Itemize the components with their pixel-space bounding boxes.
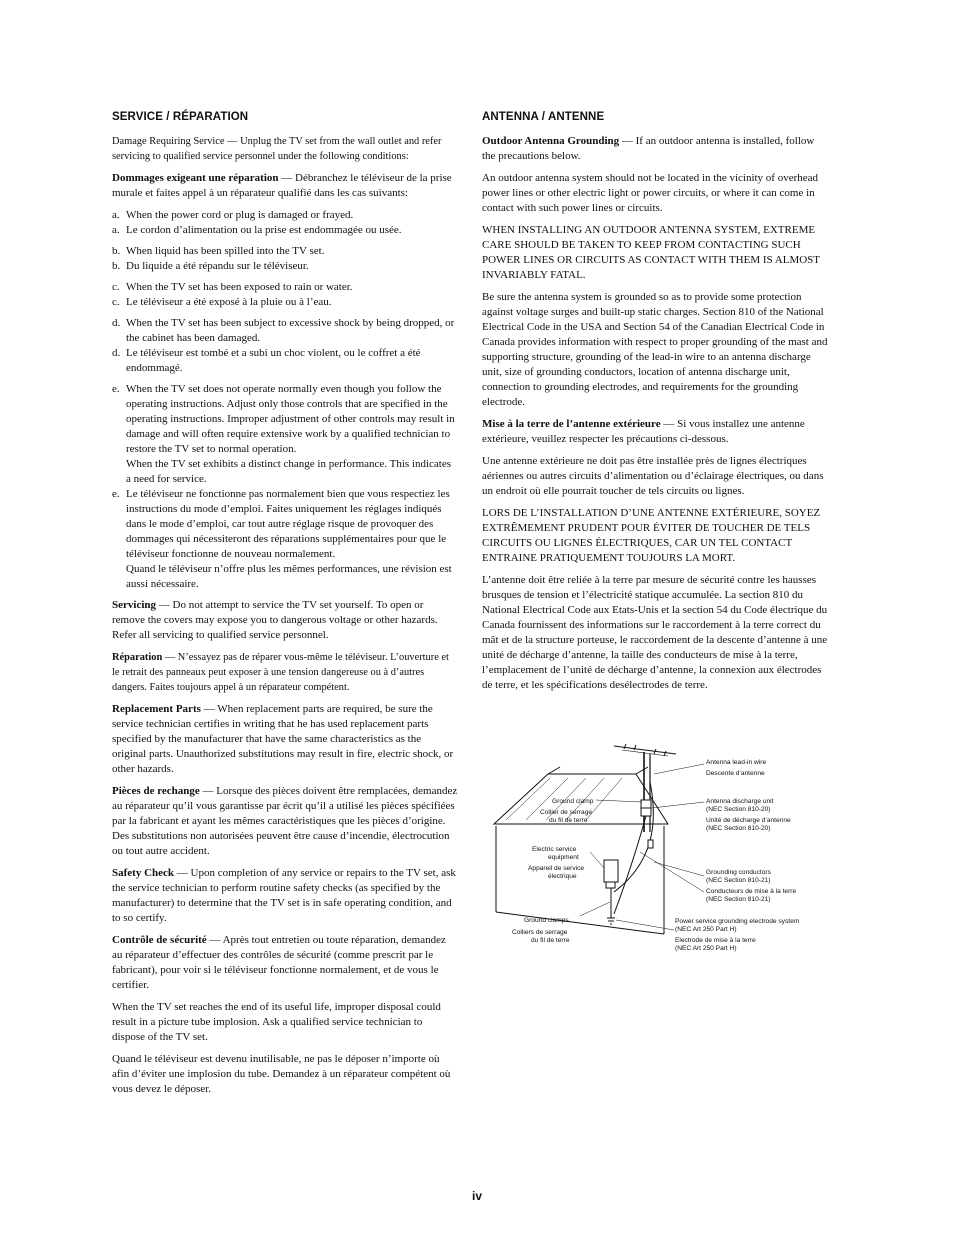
list-item-text: When liquid has been spilled into the TV set.	[126, 245, 325, 257]
label-colliers-2: du fil de terre	[531, 937, 570, 944]
label-discharge-en: Antenna discharge unit	[706, 798, 774, 805]
list-marker: d.	[112, 347, 121, 359]
parts-fr-paragraph	[112, 784, 458, 859]
safety-en-label: Safety Check	[112, 867, 175, 879]
grounding-fr-paragraph: L’antenne doit être reliée à la terre par mesure de sécurité contre les hausses brusques de tension et l’électricité statique accumulée. La section 810 du National Electrical Code aux Etats-Unis et la section 54 du Code électrique du Canada fournissent des informations sur le raccordement à la terre correct du mât et de la structure porteuse, le raccordement de la descente d’antenne à une unité de décharge d’antenne, la taille des conducteurs de mise à la terre, l’emplacement de l’unité de décharge d’antenne, la connexion aux électrodes de terre, et les spécifications desélectrodes de terre.	[482, 574, 828, 691]
outdoor-en-text: — If an outdoor antenna is installed, follow the precautions below.	[482, 135, 815, 162]
damage-fr-label: Dommages exigeant une réparation	[112, 172, 279, 184]
list-marker: d.	[112, 317, 121, 329]
list-item-text: Le téléviseur a été exposé à la pluie ou à l’eau.	[126, 296, 332, 308]
label-ground-clamp: Ground clamp	[552, 798, 594, 805]
label-power-sys-en: Power service grounding electrode system	[675, 918, 800, 925]
condition-e	[112, 382, 458, 592]
list-item	[112, 487, 458, 592]
label-elec-equip-2: equipment	[548, 854, 579, 861]
condition-c	[112, 280, 458, 310]
disposal-en-paragraph: When the TV set reaches the end of its useful life, improper disposal could result in a picture tube implosion. Ask a qualified service technician to dispose of the TV set.	[112, 1001, 441, 1043]
safety-en-paragraph	[112, 866, 458, 926]
safety-fr-label: Contrôle de sécurité	[112, 934, 207, 946]
parts-en-paragraph	[112, 702, 458, 777]
list-item-text: Du liquide a été répandu sur le téléviseur.	[126, 260, 309, 272]
list-item-text: When the TV set has been subject to excessive shock by being dropped, or the cabinet has been damaged.	[126, 317, 455, 344]
parts-fr-label: Pièces de rechange	[112, 785, 200, 797]
service-heading: SERVICE / RÉPARATION	[112, 111, 249, 123]
list-marker: a.	[112, 209, 120, 221]
label-grounding-cond-fr-code: (NEC Section 810-21)	[706, 896, 771, 903]
list-marker: a.	[112, 224, 120, 236]
label-lead-in-en: Antenna lead-in wire	[706, 759, 767, 766]
list-item-text: When the TV set does not operate normally even though you follow the operating instructions. Adjust only those controls that are specified in the operating instructions. Improper adjustment of other controls may result in damage and will often require extensive work by a qualified technician to restore the TV set to normal operation.	[126, 383, 455, 455]
antenna-location-fr-paragraph: Une antenne extérieure ne doit pas être installée près de lignes électriques aériennes ou autres circuits d’alimentation ou d’éclairage électriques, ou dans un endroit où elle pourrait toucher de tels circuits ou lignes.	[482, 455, 824, 497]
label-power-sys-en-code: (NEC Art 250 Part H)	[675, 926, 737, 933]
list-marker: b.	[112, 260, 121, 272]
safety-fr-text: — Après tout entretien ou toute réparation, demandez au réparateur d’effectuer des contrôles de sécurité (comme prescrit par le fabricant), pour voir si le téléviseur fonctionne normalement, et de vous le certifier.	[112, 934, 446, 991]
condition-b	[112, 244, 458, 274]
label-collier-2: du fil de terre	[549, 817, 588, 824]
antenna-location-paragraph: An outdoor antenna system should not be located in the vicinity of overhead power lines or other electric light or power circuits, or where it can come in contact with such power lines or circuits.	[482, 172, 819, 214]
label-collier-1: Collier de serrage	[540, 809, 593, 816]
damage-en-text: — Unplug the TV set from the wall outlet and refer servicing to qualified service personnel under the following conditions:	[112, 136, 442, 162]
servicing-en-label: Servicing	[112, 599, 156, 611]
label-discharge-fr-code: (NEC Section 810-20)	[706, 825, 771, 832]
list-item	[112, 295, 458, 310]
outdoor-en-label: Outdoor Antenna Grounding	[482, 135, 620, 147]
electric-service-box	[604, 860, 618, 882]
safety-en-text: — Upon completion of any service or repairs to the TV set, ask the service technician to perform routine safety checks (as specified by the manufacturer) to determine that the TV set is in safe operating condition, and to so certify.	[112, 867, 456, 924]
outdoor-en-paragraph	[482, 134, 828, 164]
parts-en-text: — When replacement parts are required, be sure the service technician certifies in writing that he has used replacement parts specified by the manufacturer that have the same characteristics as the original parts. Unauthorized substitutions may result in fire, electric shock, or other hazards.	[112, 703, 454, 775]
list-item-text: Quand le téléviseur n’offre plus les mêmes performances, une révision est aussi nécessaire.	[126, 563, 452, 590]
list-item-text: When the TV set exhibits a distinct change in performance. This indicates a need for service.	[126, 458, 452, 485]
list-marker: c.	[112, 281, 120, 293]
antenna-grounding-diagram	[486, 742, 836, 957]
servicing-fr-text: — N’essayez pas de réparer vous-même le téléviseur. L’ouverture et le retrait des panneaux peut exposer à une tension dangereuse ou à d’autres dangers. Faites toujours appel à un réparateur compétent.	[112, 652, 449, 693]
list-marker: c.	[112, 296, 120, 308]
servicing-en-paragraph	[112, 598, 458, 643]
antenna-heading: ANTENNA / ANTENNE	[482, 111, 605, 123]
damage-en-paragraph	[112, 134, 458, 164]
list-item	[112, 316, 458, 346]
list-item	[112, 259, 458, 274]
label-grounding-cond-en-code: (NEC Section 810-21)	[706, 877, 771, 884]
outdoor-fr-text: — Si vous installez une antenne extérieure, veuillez respecter les précautions ci-dessous.	[482, 418, 805, 445]
list-item	[112, 280, 458, 295]
warning-fr-paragraph: LORS DE L’INSTALLATION D’UNE ANTENNE EXTÉRIEURE, SOYEZ EXTRÊMEMENT PRUDENT POUR ÉVITER DE TOUCHER DE TELS CIRCUITS OU LIGNES ÉLECTRIQUES, CAR UN TEL CONTACT ENTRAINE PRATIQUEMENT TOUJOURS LA MORT.	[482, 507, 821, 564]
label-grounding-cond-fr: Conducteurs de mise à la terre	[706, 888, 797, 895]
list-item	[112, 223, 458, 238]
grounding-en-paragraph: Be sure the antenna system is grounded so as to provide some protection against voltage surges and built-up static charges. Section 810 of the National Electrical Code in the USA and Section 54 of the Canadian Electrical Code in Canada provides information with respect to proper grounding of the mast and supporting structure, grounding of the lead-in wire to an antenna discharge unit, size of grounding conductors, location of antenna discharge unit, connection to grounding electrodes, and requirements for the grounding electrode.	[482, 291, 828, 408]
right-column	[482, 110, 828, 700]
damage-fr-paragraph	[112, 171, 458, 201]
list-item	[112, 382, 458, 487]
list-item-text: Le téléviseur est tombé et a subi un choc violent, ou le coffret a été endommagé.	[126, 347, 421, 374]
label-discharge-fr: Unité de décharge d’antenne	[706, 817, 791, 824]
list-item-text: When the TV set has been exposed to rain or water.	[126, 281, 353, 293]
list-item	[112, 208, 458, 223]
parts-en-label: Replacement Parts	[112, 703, 201, 715]
list-item	[112, 346, 458, 376]
list-marker: e.	[112, 383, 120, 395]
parts-fr-text: — Lorsque des pièces doivent être remplacées, demandez au réparateur qu’il vous garantisse par écrit qu’il a utilisé les pièces spécifiées par la fabricant et ayant les mêmes caractéristiques que les pièces d’origine. Des substitutions non autorisées peuvent être cause d’incendie, électrocution ou tout autre accident.	[112, 785, 458, 857]
list-item-text: Le téléviseur ne fonctionne pas normalement bien que vous respectiez les instructions du mode d’emploi. Faites uniquement les réglages indiqués dans le mode d’emploi, car tout autre réglage risque de provoquer des dommages qui nécessiteront des réparations supplémentaires pour que le téléviseur fonctionne de nouveau normalement.	[126, 488, 450, 560]
list-item	[112, 244, 458, 259]
list-marker: b.	[112, 245, 121, 257]
list-item-text: When the power cord or plug is damaged or frayed.	[126, 209, 354, 221]
label-electrode-fr: Electrode de mise à la terre	[675, 937, 756, 944]
label-elec-equip-1: Electric service	[532, 846, 577, 853]
label-ground-clamps: Ground clamps	[524, 917, 569, 924]
page-number: iv	[471, 1189, 482, 1203]
outdoor-fr-paragraph	[482, 417, 828, 447]
label-electrode-fr-code: (NEC Art 250 Part H)	[675, 945, 737, 952]
condition-a	[112, 208, 458, 238]
label-appareil-1: Appareil de service	[528, 865, 585, 872]
label-discharge-en-code: (NEC Section 810-20)	[706, 806, 771, 813]
disposal-fr-paragraph: Quand le téléviseur est devenu inutilisable, ne pas le déposer n’importe où afin d’éviter une implosion du tube. Demandez à un réparateur compétent où vous devez le déposer.	[112, 1053, 451, 1095]
warning-en-paragraph: WHEN INSTALLING AN OUTDOOR ANTENNA SYSTEM, EXTREME CARE SHOULD BE TAKEN TO KEEP FROM CONTACTING SUCH POWER LINES OR CIRCUITS AS CONTACT WITH THEM IS ALMOST INVARIABLY FATAL.	[482, 224, 820, 281]
damage-fr-text: — Débranchez le téléviseur de la prise murale et faites appel à un réparateur qualifié dans les cas suivants:	[112, 172, 452, 199]
damage-en-label: Damage Requiring Service	[112, 136, 225, 147]
list-item-text: Le cordon d’alimentation ou la prise est endommagée ou usée.	[126, 224, 402, 236]
label-appareil-2: électrique	[548, 873, 577, 880]
outdoor-fr-label: Mise à la terre de l’antenne extérieure	[482, 418, 661, 430]
label-lead-in-fr: Descente d’antenne	[706, 770, 765, 777]
label-colliers-1: Colliers de serrage	[512, 929, 568, 936]
servicing-fr-label: Réparation	[112, 652, 163, 663]
safety-fr-paragraph	[112, 933, 458, 993]
list-marker: e.	[112, 488, 120, 500]
servicing-en-text: — Do not attempt to service the TV set yourself. To open or remove the covers may expose you to dangerous voltage or other hazards. Refer all servicing to qualified service personnel.	[112, 599, 438, 641]
label-grounding-cond-en: Grounding conductors	[706, 869, 771, 876]
left-column	[112, 110, 458, 1104]
condition-d	[112, 316, 458, 376]
servicing-fr-paragraph	[112, 650, 458, 695]
